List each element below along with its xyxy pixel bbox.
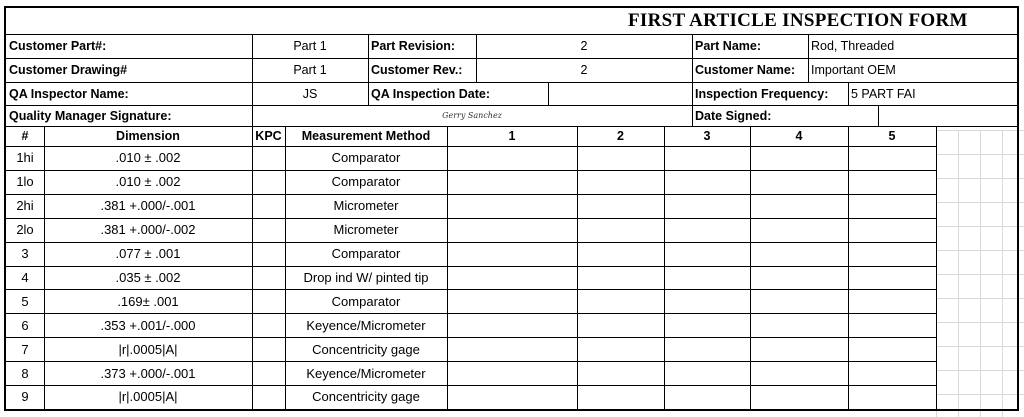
cell-kpc[interactable] xyxy=(252,361,285,385)
cell-sample-4[interactable] xyxy=(750,194,848,218)
cell-sample-1[interactable] xyxy=(447,242,577,266)
cell-sample-3[interactable] xyxy=(664,242,750,266)
cell-sample-4[interactable] xyxy=(750,242,848,266)
cell-sample-4[interactable] xyxy=(750,385,848,409)
qa-inspector-value[interactable]: JS xyxy=(302,86,318,101)
cell-sample-3[interactable] xyxy=(664,266,750,290)
cell-sample-4[interactable] xyxy=(750,266,848,290)
qa-inspection-date-value[interactable] xyxy=(548,83,692,105)
rule xyxy=(252,82,253,105)
cell-sample-5[interactable] xyxy=(848,266,936,290)
cell-num: 9 xyxy=(21,389,29,405)
rule xyxy=(6,361,936,362)
rule xyxy=(6,289,936,290)
cell-method: Comparator xyxy=(331,174,401,190)
cell-sample-5[interactable] xyxy=(848,146,936,170)
cell-sample-2[interactable] xyxy=(577,218,664,242)
qm-signature-label: Quality Manager Signature: xyxy=(9,108,172,123)
cell-kpc[interactable] xyxy=(252,242,285,266)
cell-num: 8 xyxy=(21,365,29,381)
cell-sample-3[interactable] xyxy=(664,313,750,337)
rule xyxy=(368,82,369,105)
cell-kpc[interactable] xyxy=(252,266,285,290)
rule xyxy=(285,126,286,411)
rule xyxy=(476,34,477,82)
cell-sample-1[interactable] xyxy=(447,385,577,409)
cell-dimension: .373 +.000/-.001 xyxy=(100,365,196,381)
rule xyxy=(878,105,879,126)
rule xyxy=(664,126,665,411)
cell-kpc[interactable] xyxy=(252,289,285,313)
rule xyxy=(6,126,1017,127)
cell-sample-5[interactable] xyxy=(848,385,936,409)
cell-sample-3[interactable] xyxy=(664,385,750,409)
customer-part-value[interactable]: Part 1 xyxy=(293,38,327,53)
cell-num: 7 xyxy=(21,341,29,357)
cell-sample-1[interactable] xyxy=(447,218,577,242)
customer-name-value[interactable]: Important OEM xyxy=(811,62,896,77)
rule xyxy=(548,82,549,105)
rule xyxy=(252,126,253,411)
cell-sample-4[interactable] xyxy=(750,146,848,170)
col-header-dimension: Dimension xyxy=(116,129,180,144)
cell-method: Comparator xyxy=(331,150,401,166)
rule xyxy=(808,34,809,82)
cell-sample-1[interactable] xyxy=(447,266,577,290)
cell-dimension: .169± .001 xyxy=(117,293,179,309)
cell-kpc[interactable] xyxy=(252,385,285,409)
cell-dimension: .077 ± .001 xyxy=(115,246,181,262)
cell-sample-3[interactable] xyxy=(664,194,750,218)
cell-sample-4[interactable] xyxy=(750,361,848,385)
part-name-value[interactable]: Rod, Threaded xyxy=(811,38,895,53)
cell-dimension: .353 +.001/-.000 xyxy=(100,317,196,333)
rule xyxy=(252,105,253,126)
cell-sample-2[interactable] xyxy=(577,361,664,385)
cell-sample-1[interactable] xyxy=(447,146,577,170)
rule xyxy=(44,126,45,411)
cell-num: 1hi xyxy=(16,150,34,166)
cell-dimension: .010 ± .002 xyxy=(115,174,181,190)
rule xyxy=(6,34,1017,35)
col-header-kpc: KPC xyxy=(255,129,282,144)
cell-dimension: |r|.0005|A| xyxy=(118,389,178,405)
cell-num: 6 xyxy=(21,317,29,333)
cell-sample-5[interactable] xyxy=(848,289,936,313)
cell-sample-1[interactable] xyxy=(447,361,577,385)
cell-num: 2lo xyxy=(16,222,34,238)
cell-sample-4[interactable] xyxy=(750,313,848,337)
cell-sample-2[interactable] xyxy=(577,313,664,337)
cell-num: 4 xyxy=(21,269,29,285)
cell-sample-5[interactable] xyxy=(848,337,936,361)
rule xyxy=(750,126,751,411)
qa-inspector-label: QA Inspector Name: xyxy=(9,86,129,101)
col-header-number: # xyxy=(21,129,29,144)
customer-rev-value[interactable]: 2 xyxy=(580,62,588,77)
part-revision-label: Part Revision: xyxy=(371,38,456,53)
customer-drawing-label: Customer Drawing# xyxy=(9,62,128,77)
cell-sample-5[interactable] xyxy=(848,361,936,385)
col-header-sample-5: 5 xyxy=(888,129,896,144)
cell-sample-2[interactable] xyxy=(577,385,664,409)
cell-dimension: |r|.0005|A| xyxy=(118,341,178,357)
cell-kpc[interactable] xyxy=(252,170,285,194)
qa-inspection-date-label: QA Inspection Date: xyxy=(371,86,490,101)
date-signed-value[interactable] xyxy=(878,106,936,126)
cell-method: Concentricity gage xyxy=(312,389,420,405)
cell-method: Comparator xyxy=(331,293,401,309)
cell-sample-5[interactable] xyxy=(848,218,936,242)
rule xyxy=(6,82,1017,83)
rule xyxy=(6,146,936,147)
rule xyxy=(848,82,849,105)
rule xyxy=(6,105,1017,106)
cell-num: 2hi xyxy=(16,198,34,214)
cell-dimension: .381 +.000/-.002 xyxy=(100,222,196,238)
cell-method: Micrometer xyxy=(333,198,399,214)
col-header-sample-1: 1 xyxy=(508,129,516,144)
cell-kpc[interactable] xyxy=(252,313,285,337)
rule xyxy=(6,194,936,195)
rule xyxy=(577,126,578,411)
rule xyxy=(6,242,936,243)
part-name-label: Part Name: xyxy=(695,38,761,53)
cell-sample-1[interactable] xyxy=(447,289,577,313)
rule xyxy=(368,34,369,82)
cell-sample-3[interactable] xyxy=(664,218,750,242)
cell-kpc[interactable] xyxy=(252,218,285,242)
cell-kpc[interactable] xyxy=(252,194,285,218)
rule xyxy=(6,170,936,171)
rule xyxy=(6,337,936,338)
cell-dimension: .381 +.000/-.001 xyxy=(100,198,196,214)
cell-method: Keyence/Micrometer xyxy=(306,365,426,381)
cell-method: Concentricity gage xyxy=(312,341,420,357)
cell-sample-3[interactable] xyxy=(664,146,750,170)
rule xyxy=(692,34,693,82)
cell-num: 5 xyxy=(21,293,29,309)
cell-sample-1[interactable] xyxy=(447,337,577,361)
cell-sample-2[interactable] xyxy=(577,194,664,218)
cell-sample-4[interactable] xyxy=(750,218,848,242)
cell-sample-2[interactable] xyxy=(577,337,664,361)
cell-sample-3[interactable] xyxy=(664,289,750,313)
cell-sample-2[interactable] xyxy=(577,289,664,313)
rule xyxy=(6,218,936,219)
cell-sample-2[interactable] xyxy=(577,242,664,266)
rule xyxy=(6,409,936,410)
customer-name-label: Customer Name: xyxy=(695,62,796,77)
cell-sample-3[interactable] xyxy=(664,170,750,194)
col-header-sample-4: 4 xyxy=(795,129,803,144)
rule xyxy=(692,105,693,126)
rule xyxy=(848,126,849,411)
rule xyxy=(252,34,253,82)
inspection-frequency-label: Inspection Frequency: xyxy=(695,86,829,101)
cell-sample-2[interactable] xyxy=(577,266,664,290)
cell-sample-2[interactable] xyxy=(577,170,664,194)
cell-num: 3 xyxy=(21,246,29,262)
cell-sample-5[interactable] xyxy=(848,170,936,194)
cell-method: Drop ind W/ pinted tip xyxy=(303,269,429,285)
rule xyxy=(936,126,937,411)
rule xyxy=(447,126,448,411)
rule xyxy=(6,385,936,386)
cell-sample-1[interactable] xyxy=(447,194,577,218)
cell-sample-5[interactable] xyxy=(848,313,936,337)
rule xyxy=(692,82,693,105)
cell-sample-1[interactable] xyxy=(447,170,577,194)
col-header-sample-2: 2 xyxy=(617,129,624,144)
customer-drawing-value[interactable]: Part 1 xyxy=(293,62,327,77)
cell-kpc[interactable] xyxy=(252,146,285,170)
cell-sample-4[interactable] xyxy=(750,170,848,194)
date-signed-label: Date Signed: xyxy=(695,108,772,123)
cell-dimension: .010 ± .002 xyxy=(115,150,181,166)
cell-kpc[interactable] xyxy=(252,337,285,361)
cell-num: 1lo xyxy=(16,174,34,190)
part-revision-value[interactable]: 2 xyxy=(580,38,588,53)
rule xyxy=(6,313,936,314)
qm-signature-value[interactable]: Gerry Sanchez xyxy=(442,111,502,120)
cell-method: Micrometer xyxy=(333,222,399,238)
cell-sample-5[interactable] xyxy=(848,242,936,266)
cell-sample-5[interactable] xyxy=(848,194,936,218)
col-header-sample-3: 3 xyxy=(703,129,711,144)
col-header-method: Measurement Method xyxy=(301,129,431,144)
cell-sample-3[interactable] xyxy=(664,337,750,361)
cell-sample-2[interactable] xyxy=(577,146,664,170)
cell-sample-4[interactable] xyxy=(750,289,848,313)
cell-sample-3[interactable] xyxy=(664,361,750,385)
form-title: FIRST ARTICLE INSPECTION FORM xyxy=(628,9,968,31)
customer-rev-label: Customer Rev.: xyxy=(371,62,463,77)
cell-method: Keyence/Micrometer xyxy=(306,317,426,333)
inspection-frequency-value[interactable]: 5 PART FAI xyxy=(851,86,916,101)
cell-sample-1[interactable] xyxy=(447,313,577,337)
customer-part-label: Customer Part#: xyxy=(9,38,107,53)
rule xyxy=(6,266,936,267)
cell-method: Comparator xyxy=(331,246,401,262)
rule xyxy=(6,58,1017,59)
cell-sample-4[interactable] xyxy=(750,337,848,361)
cell-dimension: .035 ± .002 xyxy=(115,269,181,285)
